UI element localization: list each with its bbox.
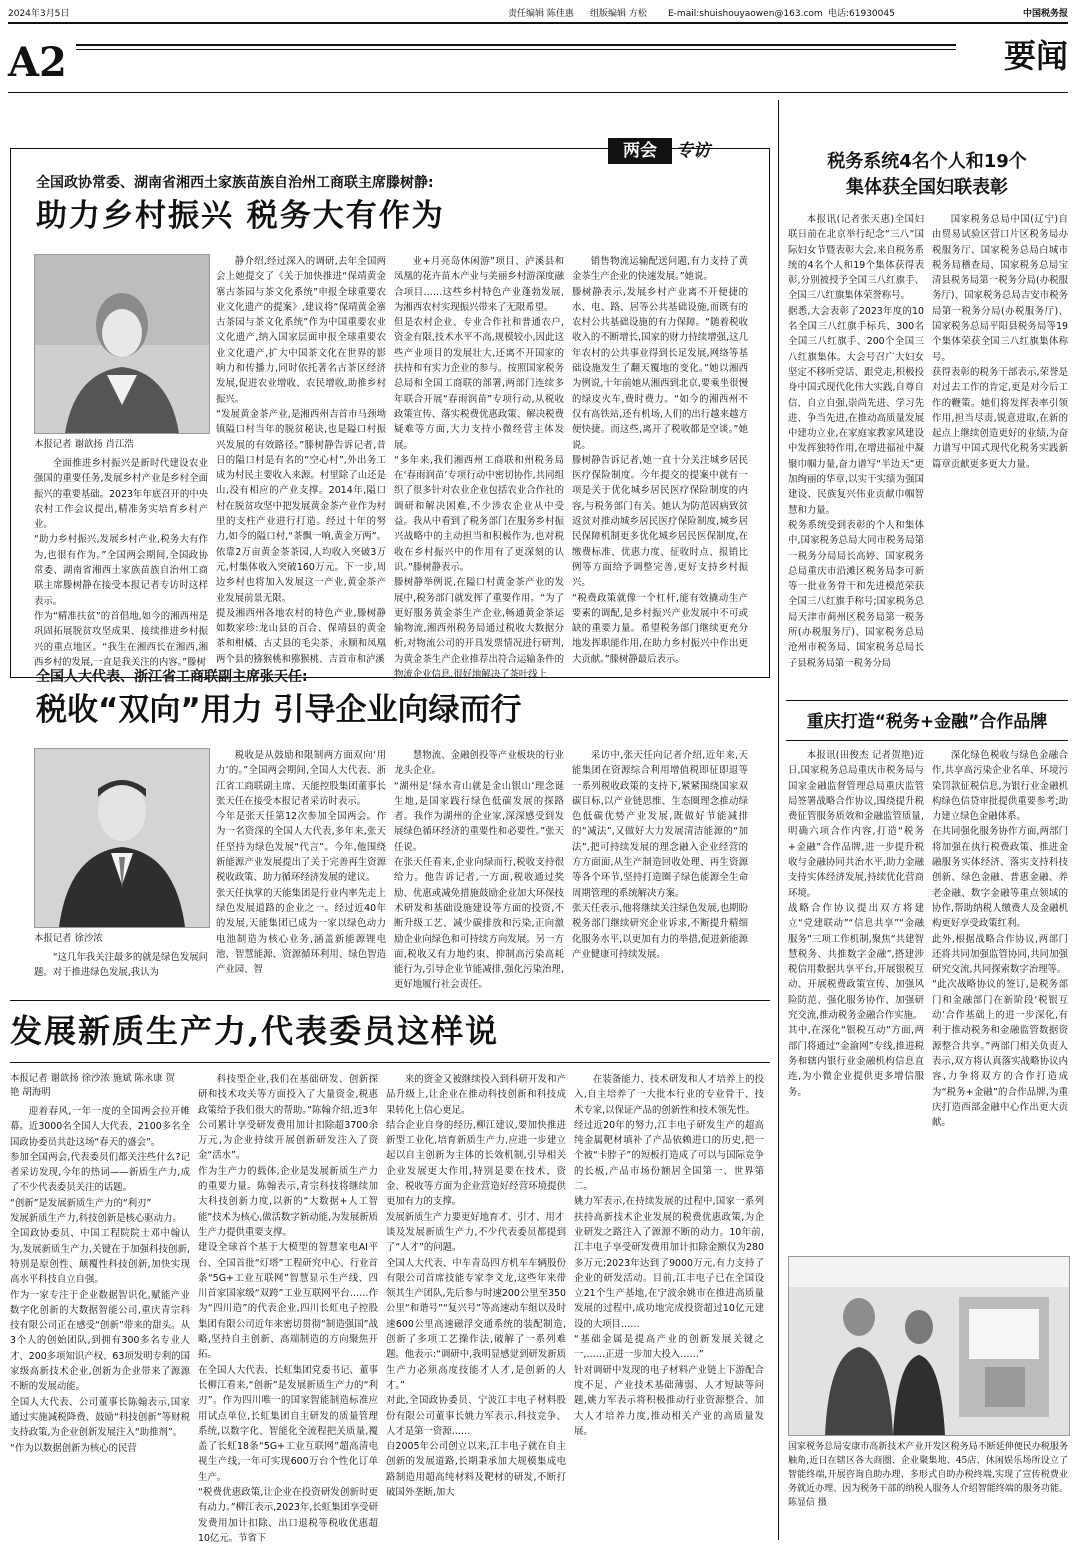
right1-title-line2: 集体获全国妇联表彰 <box>846 177 1008 198</box>
article2-col1-text: “这几年我关注最多的就是绿色发展问题。对于推进绿色发展,我认为 <box>34 952 208 979</box>
article2-col3-text: 慧物流、金融创投等产业板块的行业龙头企业。 “湖州是‘绿水青山就是金山银山’理念诞生地,是国家践行绿色低碳发展的探路者。我作为湖州的企业家,深深感受到发展绿色循环经济的重要性和必要性。”张天任说。 在张天任看来,企业向绿而行,税收支持很给力。他告诉记者,一方面,税收通过奖励、优惠或减免措施鼓励企业加大环保技术研发和基础设施建设等方面的投资,不断升级工艺、减少碳排放和污染,正向激励企业向绿色和可持续方向发展。另一方面,税收又有力地约束、抑制高污染高耗能行为,引导企业节能减排,强化污染治理,更好地履行社会责任。 <box>394 750 564 991</box>
right1-title-line1: 税务系统4名个人和19个 <box>827 151 1027 172</box>
article1-col4-text: 销售物流运输配送问题,有力支持了黄金茶生产企业的快速发展。”她说。 滕树静表示,发展乡村产业离不开便捷的水、电、路、居等公共基础设施,而既有的农村公共基础设施的有力保障。“随着税收收入的不断增长,国家的财力持续增强,这几年农村的公共事业得到长足发展,网络等基础设施发生了翻天覆地的变化。”她以湘西为例说,十年前她从湘西到北京,要乘坐很慢的绿皮火车,费时费力。“如今的湘西州不仅有高铁站,还有机场,人们的出行越来越方便快捷。而这些,离开了税收都是空谈。”她说。 滕树静告诉记者,她一直十分关注城乡居民医疗保险制度。今年提交的提案中就有一项是关于优化城乡居民医疗保险制度的内容,与税务部门有关。她认为防范因病致贫返贫对推动城乡居民医疗保险制度,城乡居民保障机制更多优化城乡居民医保制度,在缴费标准、优惠力度、征收时点、报销比例等方面给予调整完善,更好支持乡村振兴。 “税费政策就像一个杠杆,能有效撬动生产要素的调配,是乡村振兴产业发展中不可或缺的重要力量。希望税务部门继续更充分地发挥职能作用,在助力乡村振兴中作出更大贡献。”滕树静最后表示。 <box>572 256 748 665</box>
article3-title: 发展新质生产力,代表委员这样说 <box>10 1012 500 1050</box>
right1-column-1 <box>788 212 924 692</box>
article3-col1-text: 迎着春风,一年一度的全国两会拉开帷幕。近3000名全国人大代表、2100多名全国政协委员共赴这场“春天的盛会”。 参加全国两会,代表委员们都关注些什么?记者采访发现,今年的热词——新质生产力,成了不少代表委员关注的话题。 “创新”是发展新质生产力的“利刃” 发展新质生产力,科技创新是核心驱动力。 全国政协委员、中国工程院院士邓中翰认为,发展新质生产力,关键在于加强科技创新,特别是原创性、颠覆性科技创新,加快实现高水平科技自立自强。 作为一家专注于企业数据智识化,赋能产业数字化创新的大数据智能公司,重庆青宗科技有限公司正在感受“创新”带来的甜头。从3个人的创始团队,到拥有300多名专业人才、200多项知识产权、63项发明专利的国家级高新技术企业,创新为企业带来了源源不断的发展动能。 全国人大代表、公司董事长陈翰表示,国家通过实施减税降费、鼓励“科技创新”等财税支持政策,为企业创新发展注入“助推剂”。 “作为以数据创新为核心的民营 <box>10 1106 190 1454</box>
right2-top-rule <box>786 700 1068 701</box>
article2-kicker: 全国人大代表、浙江省工商联副主席张天任: <box>36 669 308 685</box>
layout-editor: 组版编辑 方松 <box>590 9 647 19</box>
article2-col2-text: 税收是从鼓励和限制两方面双向‘用力’的。”全国两会期间,全国人大代表、浙江省工商联副主席、天能控股集团董事长张天任在接受本报记者采访时表示。 今年是张天任第12次参加全国两会。作为一名资深的全国人大代表,多年来,张天任坚持为绿色发展“代言”。今年,他围绕新能源产业发展提出了关于完善再生资源税收政策、助力循环经济发展的建议。 张天任执掌的天能集团是行业内率先走上绿色发展道路的企业之一。经过近40年的发展,天能集团已成为一家以绿色动力电池制造为核心业务,涵盖新能源锂电池、智慧能源、资源循环利用、绿色智造产业园、智 <box>216 750 386 976</box>
article3-column-2 <box>198 1072 378 1544</box>
article1-photo <box>34 254 210 434</box>
contact-email[interactable]: E-mail:shuishouyaowen@163.com <box>668 9 823 19</box>
article2-photo <box>34 748 210 928</box>
article1-title: 助力乡村振兴 税务大有作为 <box>36 198 445 234</box>
right2-title-rule <box>786 740 1068 741</box>
right1-column-2 <box>932 212 1068 692</box>
article1-col1-text: 全面推进乡村振兴是新时代建设农业强国的重要任务,发展乡村产业是乡村全面振兴的重要基础。2023年年底召开的中央农村工作会议提出,精准务实培育乡村产业。 “助力乡村振兴,发展乡村产业,税务大有作为,也很有作为。”全国两会期间,全国政协常委、湖南省湘西土家族苗族自治州工商联主席滕树静在接受本报记者专访时这样表示。 作为“精准扶贫”的首倡地,如今的湘西州是巩固拓展脱贫攻坚成果、接续推进乡村振兴的重点地区。“我生在湘西长在湘西,湘西乡村的发展,一直是我关注的内容。”滕树 <box>34 458 208 668</box>
portrait-woman-image <box>35 255 209 433</box>
right2-column-1 <box>788 748 924 1246</box>
header-divider <box>8 92 1068 93</box>
masthead-bar <box>8 6 1068 24</box>
article3-byline: 本报记者 谢歆扬 徐沙浓 施斌 陈永康 贺艳 胡海明 <box>10 1073 175 1098</box>
article1-photo-caption: 本报记者 谢歆扬 肖江浩 <box>34 439 134 450</box>
contact-phone: 电话:61930045 <box>828 9 895 19</box>
article1-column-3 <box>394 254 564 681</box>
article1-column-1 <box>34 456 208 668</box>
right2-column-2 <box>932 748 1068 1246</box>
right1-col1-text: 本报讯(记者张天惠)全国妇联日前在北京举行纪念“三八”国际妇女节暨表彰大会,来自税务系统的4名个人和19个集体获得表彰,分别被授予全国三八红旗手、全国三八红旗集体荣誉称号。 据悉,大会表彰了2023年度的10名全国三八红旗手标兵、300名全国三八红旗手、200个全国三八红旗集体。大会号召广大妇女坚定不移听党话、跟党走,积极投身中国式现代化伟大实践,自尊自信、自立自强,崇尚先进、学习先进、争当先进,在推动高质量发展中建功立业,在家庭家教家风建设中发挥独特作用,在增进福祉中凝聚巾帼力量,奋力谱写“半边天”更加绚丽的华章,以实干实绩为强国建设、民族复兴伟业贡献巾帼智慧和力量。 税务系统受到表彰的个人和集体中,国家税务总局大同市税务局第一税务分局局长高婷、国家税务总局重庆市沿滩区税务局李可新等一批业务骨干和先进模范荣获全国三八红旗手称号;国家税务总局天津市蓟州区税务局第一税务所(办税服务厅)、国家税务总局沧州市税务局、国家税务总局长子县税务局第一税务分局 <box>788 214 924 669</box>
article2-column-2 <box>216 748 386 994</box>
article2-title: 税收“双向”用力 引导企业向绿而行 <box>36 692 522 728</box>
right1-col2-text: 国家税务总局中国(辽宁)自由贸易试验区营口片区税务局办税服务厅、国家税务总局白城市税务局稽查局、国家税务总局宝清县税务局第一税务分局(办税服务厅)、国家税务总局吉安市税务局第一税务分局(办税服务厅)、国家税务总局平阳县税务局等19个集体荣获全国三八红旗集体称号。 获得表彰的税务干部表示,荣誉是对过去工作的肯定,更是对今后工作的鞭策。她们将发挥表率引领作用,担当尽责,锐意进取,在新的起点上继续创造更好的业绩,为奋力谱写中国式现代化税务实践新篇章贡献更多更大力量。 <box>932 214 1068 470</box>
badge-lianghui: 两会 <box>608 138 672 164</box>
article3-title-rule <box>10 1062 770 1063</box>
responsible-editor: 责任编辑 陈佳惠 <box>508 9 574 19</box>
header-rule-top <box>76 44 956 46</box>
tax-service-terminal-image <box>789 1257 1069 1435</box>
right2-photo-caption: 国家税务总局安康市高新技术产业开发区税务局不断延伸便民办税服务触角,近日在辖区各大商圈、企业聚集地、45店、休闲娱乐场所设立了智能终端,开展咨询自助办理、多形式自助办税终端,实现了宣传税费业务就近办理、因为税务干部的纳税人服务人介绍智能终端的服务功能。 陈显信 摄 <box>788 1442 1068 1508</box>
header-rule-bottom <box>76 49 956 50</box>
page-number: A2 <box>8 39 67 86</box>
paper-name: 中国税务报 <box>1022 9 1068 19</box>
article1-column-4 <box>572 254 748 665</box>
article1-kicker: 全国政协常委、湖南省湘西土家族苗族自治州工商联主席滕树静: <box>36 175 434 191</box>
article1-col2-text: 静介绍,经过深入的调研,去年全国两会上她提交了《关于加快推进“保靖黄金寨古茶园与茶文化系统”申报全球重要农业文化遗产的提案》,建议将“保靖黄金寨古茶园与茶文化系统”作为中国重要农业文化遗产,纳入国家层面申报全球重要农业文化遗产,扩大中国茶文化在世界的影响力和传播力,同时依托著名古茶区经济发展,促进农业增收、农民增收,助推乡村振兴。 “发展黄金茶产业,是湘西州吉首市马颈坳镇隘口村当年的脱贫秘诀,也是隘口村振兴发展的有效路径。”滕树静告诉记者,昔日的隘口村是有名的“空心村”,外出务工成为村民主要收入来源。村里除了山还是山,没有相应的产业支撑。2014年,隘口村在脱贫攻坚中把发展黄金茶产业作为村里的支柱产业进行打造。经过十年的努力,如今的隘口村,“茶飘一响,黄金万两”。依靠2万亩黄金茶茶园,人均收入突破3万元,村集体收入突破160万元。下一步,周边乡村也将加入发展这一产业,黄金茶产业发展前景无限。 提及湘西州各地农村的特色产业,滕树静如数家珍:龙山县的百合、保靖县的黄金茶和柑橘、古丈县的毛尖茶、永顺和凤凰两个县的猕猴桃和猕猴桃、吉首市和泸溪 <box>216 256 386 665</box>
article2-column-4 <box>572 748 748 994</box>
badge-zhuanfang: 专访 <box>676 141 710 161</box>
article3-col3-text: 来的资金又被继续投入到科研开发和产品升级上,让企业在推动科技创新和科技成果转化上信心更足。 结合企业自身的经历,柳江建议,要加快推进新型工业化,培育新质生产力,应进一步建立起以自主创新为主体的长效机制,引导相关企业发展更大作用,特别是要在技术、资金、税收等方面为企业营造好经营环境提供更加有力的支撑。 发展新质生产力要更好地育才、引才、用才 谈及发展新质生产力,不少代表委员都提到了“人才”的问题。 全国人大代表、中车青岛四方机车车辆股份有限公司首席技能专家李文龙,这些年来带领其生产团队,先后参与时速200公里至350公里“和谐号”“复兴号”等高速动车组以及时速600公里高速磁浮交通系统的装配制造,创新了多项工艺操作法,破解了一系列难题。他表示:“调研中,我明显感觉到研发新质生产力必须高度技能才人才,是创新的人才。” 对此,全国政协委员、宁波江丰电子材料股份有限公司董事长姚力军表示,科技竞争、人才是第一资源…… 自2005年公司创立以来,江丰电子就在自主创新的发展道路,长期秉承加大规模集成电路制造用超高纯材料及靶材的研发,不断打破国外垄断,加大 <box>386 1074 566 1499</box>
right-column-divider <box>778 100 779 1540</box>
right2-photo <box>788 1256 1070 1436</box>
article2-column-3 <box>394 748 564 994</box>
right2-col2-text: 深化绿色税收与绿色金融合作,共享高污染企业名单、环境污染罚款征税信息,为银行业金融机构绿色信贷审批提供重要参考;助力建立绿色金融体系。 在共同强化服务协作方面,两部门将加强在执行税费政策、推进金融服务实体经济、落实支持科技创新、绿色金融、普惠金融、养老金融、数字金融等重点领域的协作,帮助纳税人缴费人及金融机构更好享受政策红利。 此外,根据战略合作协议,两部门还将共同加强监管协同,共同加强研究交流,共同探索数字治理等。 “此次战略协议的签订,是税务部门和金融部门在新阶段‘税银互动’合作基础上的进一步深化,有利于推动税务和金融监管数据资源整合共享。”两部门相关负责人表示,双方将认真落实战略协议内容,力争将双方的合作打造成为“税务+金融”的合作品牌,为重庆打造西部金融中心作出更大贡献。 <box>932 750 1068 1129</box>
article1-col3-text: 业+月亮岛休闲游”项目、泸溪县和凤凰的花卉苗木产业与美丽乡村游深度融合项目……这些乡村特色产业蓬勃发展,为湘西农村实现振兴带来了无限希望。 但是农村企业、专业合作社和普通农户,资金有限,技术水平不高,规模较小,因此这些产业项目的发展壮大,还离不开国家的扶持和有实力企业的参与。按照国家税务总局和全国工商联的部署,两部门连续多年联合开展“春雨润苗”专项行动,从税收政策宣传、落实税费优惠政策、解决税费疑难等方面,大力支持小微经营主体发展。 “多年来,我们湘西州工商联和州税务局在‘春雨润苗’专项行动中密切协作,共同组织了很多针对农业企业包括农业合作社的调研和解决困难,不少涉农企业从中受益。我从中看到了税务部门在服务乡村振兴战略中的主动担当和积极作为,也对税收在乡村振兴中的作用有了更深刻的认识。”滕树静表示。 滕树静举例说,在隘口村黄金茶产业的发展中,税务部门就发挥了重要作用。“为了更好服务黄金茶生产企业,畅通黄金茶运输物流,湘西州税务局通过税收大数据分析,对物流公司的开具发票情况进行研判,为黄金茶生产企业推荐出符合运输条件的物流企业信息,很好地解决了茶叶线上 <box>394 256 564 681</box>
article3-col4-text: 在装备能力、技术研发和人才培养上的投入,自主培养了一大批本行业的专业骨干、技术专家,以保证产品的创新性和技术领先性。 经过近20年的努力,江丰电子研发生产的超高纯金属靶材填补了产品依赖进口的历史,把一个被“卡脖子”的短板打造成了可以与国际竞争的长板,产品市场份额居全国第一、世界第二。 姚力军表示,在持续发展的过程中,国家一系列扶持高新技术企业发展的税费优惠政策,为企业研发之路注入了源源不断的动力。10年前,江丰电子享受研发费用加计扣除金额仅为280多万元;2023年达到了9000万元,有力支持了企业的研发活动。目前,江丰电子已在全国设立21个生产基地,在宁波余姚市在推进高质量发展的过程中,成功地完成投资超过10亿元建设的大项目…… “基础金属是提高产业的创新发展关键之一,……正进一步加大投入……” 针对调研中发现的电子材料产业链上下游配合度不足、产业技术基础薄弱、人才短缺等问题,姚力军表示将积极推动行业资源整合、加大人才培养力度,推动相关产业的高质量发展。 <box>574 1074 764 1437</box>
right2-col1-text: 本报讯(田俊杰 记者贺艳)近日,国家税务总局重庆市税务局与国家金融监督管理总局重庆监管局签署战略合作协议,围绕提升税费征管服务质效和金融监管质量,明确六项合作内容,打造“税务+金融”合作品牌,进一步提升税收与金融协同共治水平,助力金融支持实体经济发展,持续优化营商环境。 战略合作协议提出双方将建立“党建联动”“信息共享”“金融服务”三项工作机制,聚焦“共建智慧税务、共推数字金融”,搭建涉税信用数据共享平台,开展银税互动、开展税费政策宣传、加强风险防范、强化服务协作、加强研究交流,推动税务金融合作实施。 其中,在深化“银税互动”方面,两部门将通过“金渝网”专线,推进税务和辖内银行业金融机构信息直连,为小微企业提供更多增信服务。 <box>788 750 924 1098</box>
issue-date: 2024年3月5日 <box>8 9 70 19</box>
article2-column-1 <box>34 950 208 994</box>
article3-column-3 <box>386 1072 566 1540</box>
article3-col2-text: 科技型企业,我们在基础研发、创新探研和技术攻关等方面投入了大量资金,税惠政策给予我们很大的帮助。”陈翰介绍,近3年公司累计享受研发费用加计扣除超3700余万元,为企业持续开展创新研发注入了资金“活水”。 作为生产力的载体,企业是发展新质生产力的重要力量。陈翰表示,青宗科技将继续加大科技创新力度,以新的“大数据+人工智能”技术为核心,做活数字新动能,为发展新质生产力提供重要支撑。 建设全球首个基于大模型的智慧家电AI平台、全国首批“灯塔”工程研究中心、行业首条“5G+工业互联网”智慧显示生产线、四川首家国家级“双跨”工业互联网平台……作为“四川造”的代表企业,四川长虹电子控股集团有限公司近年来密切贯彻“制造强国”战略,坚持自主创新、高端制造的方向聚焦开拓。 在全国人大代表、长虹集团党委书记、董事长柳江看来,“创新”是发展新质生产力的“利刃”。作为四川唯一的国家智能制造标准应用试点单位,长虹集团自主研发的质量管理系统,以数字化、智能化全流程把关质量,覆盖了长虹18条“5G+工业互联网”超高清电视生产线,一年可实现600万台个性化订单生产。 “税费优惠政策,让企业在投资研发创新时更有动力。”柳江表示,2023年,长虹集团享受研发费用加计扣除、出口退税等税收优惠超10亿元。节省下 <box>198 1074 378 1544</box>
article3-top-rule <box>10 1000 770 1001</box>
section-title: 要闻 <box>1003 37 1068 75</box>
article3-column-1 <box>10 1104 190 1540</box>
right2-title: 重庆打造“税务+金融”合作品牌 <box>806 712 1048 732</box>
portrait-man-image <box>35 749 209 927</box>
article3-column-4 <box>574 1072 764 1540</box>
article2-col4-text: 采访中,张天任向记者介绍,近年来,天能集团在资源综合利用增值税即征即退等一系列税收政策的支持下,紧紧围绕国家双碳目标,以产业链思维、生态圈理念推动绿色低碳优势产业发展,既做好节能减排的“减法”,又做好大力发展清洁能源的“加法”,把可持续发展的理念融入企业经营的方方面面,从生产制造回收处理、再生资源等各个环节,坚持打造圈子绿色能源全生命周期管理的系统解决方案。 张天任表示,他将继续关注绿色发展,也期盼税务部门继续研究企业诉求,不断提升精细化服务水平,以更加有力的举措,促进新能源产业健康可持续发展。 <box>572 750 748 960</box>
article1-column-2 <box>216 254 386 665</box>
article2-photo-caption: 本报记者 徐沙浓 <box>34 933 103 944</box>
